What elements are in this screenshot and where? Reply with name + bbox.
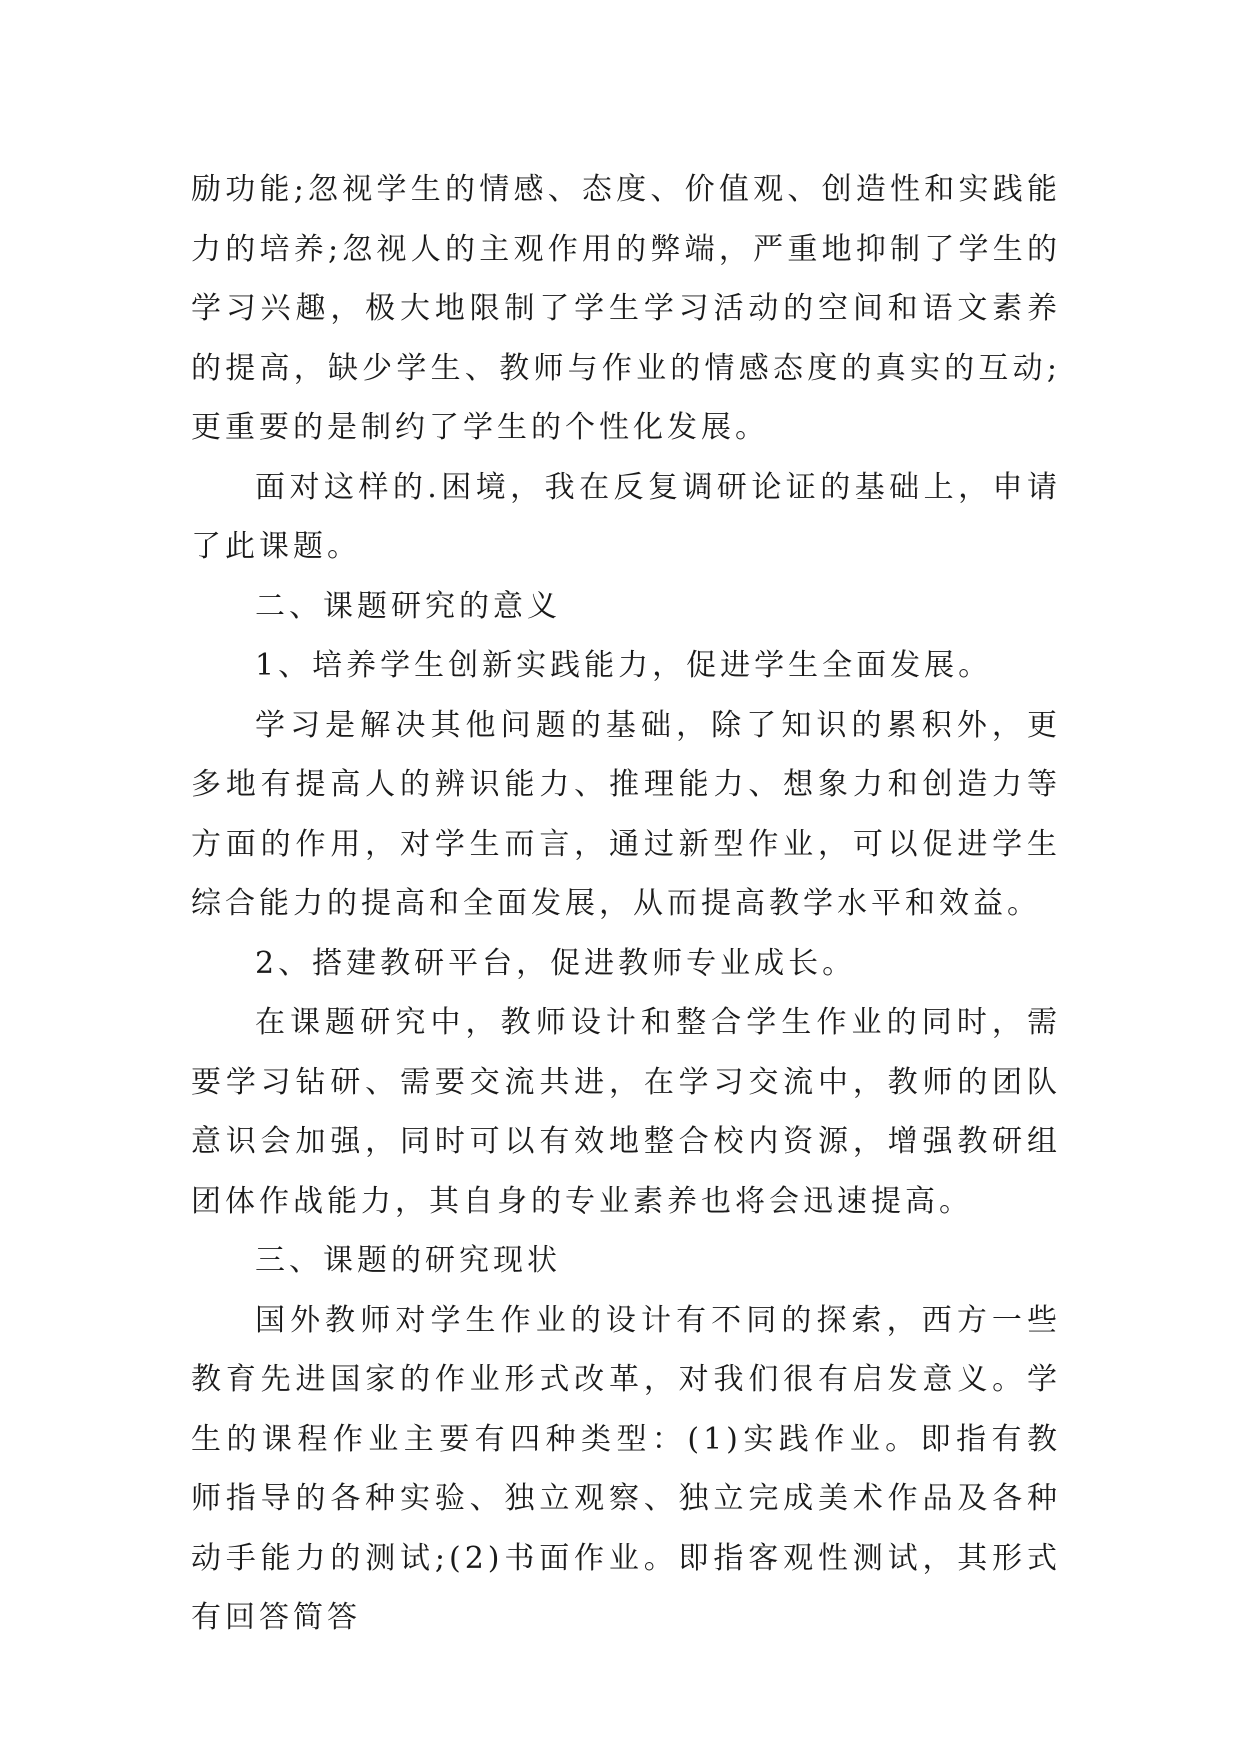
- paragraph-9: 国外教师对学生作业的设计有不同的探索，西方一些教育先进国家的作业形式改革，对我们很有启发意义。学生的课程作业主要有四种类型：(1)实践作业。即指有教师指导的各种实验、独立观察、独立完成美术作品及各种动手能力的测试;(2)书面作业。即指客观性测试，其形式有回答简答: [191, 1302, 1061, 1635]
- paragraph-5: 学习是解决其他问题的基础，除了知识的累积外，更多地有提高人的辨识能力、推理能力、想象力和创造力等方面的作用，对学生而言，通过新型作业，可以促进学生综合能力的提高和全面发展，从而提高教学水平和效益。: [191, 707, 1061, 921]
- section-heading-significance: 二、课题研究的意义: [255, 588, 561, 624]
- paragraph-7: 在课题研究中，教师设计和整合学生作业的同时，需要学习钻研、需要交流共进，在学习交流中，教师的团队意识会加强，同时可以有效地整合校内资源，增强教研组团体作战能力，其自身的专业素养也将会迅速提高。: [191, 1005, 1061, 1219]
- paragraph-1: 励功能;忽视学生的情感、态度、价值观、创造性和实践能力的培养;忽视人的主观作用的弊端，严重地抑制了学生的学习兴趣，极大地限制了学生学习活动的空间和语文素养的提高，缺少学生、教师与作业的情感态度的真实的互动;更重要的是制约了学生的个性化发展。: [191, 172, 1061, 445]
- document-body: [191, 160, 1061, 1648]
- paragraph-2: 面对这样的.困境，我在反复调研论证的基础上，申请了此课题。: [191, 469, 1061, 564]
- subheading-1: 1、培养学生创新实践能力，促进学生全面发展。: [255, 648, 993, 683]
- section-heading-status: 三、课题的研究现状: [255, 1243, 561, 1278]
- subheading-2: 2、搭建教研平台，促进教师专业成长。: [255, 945, 857, 981]
